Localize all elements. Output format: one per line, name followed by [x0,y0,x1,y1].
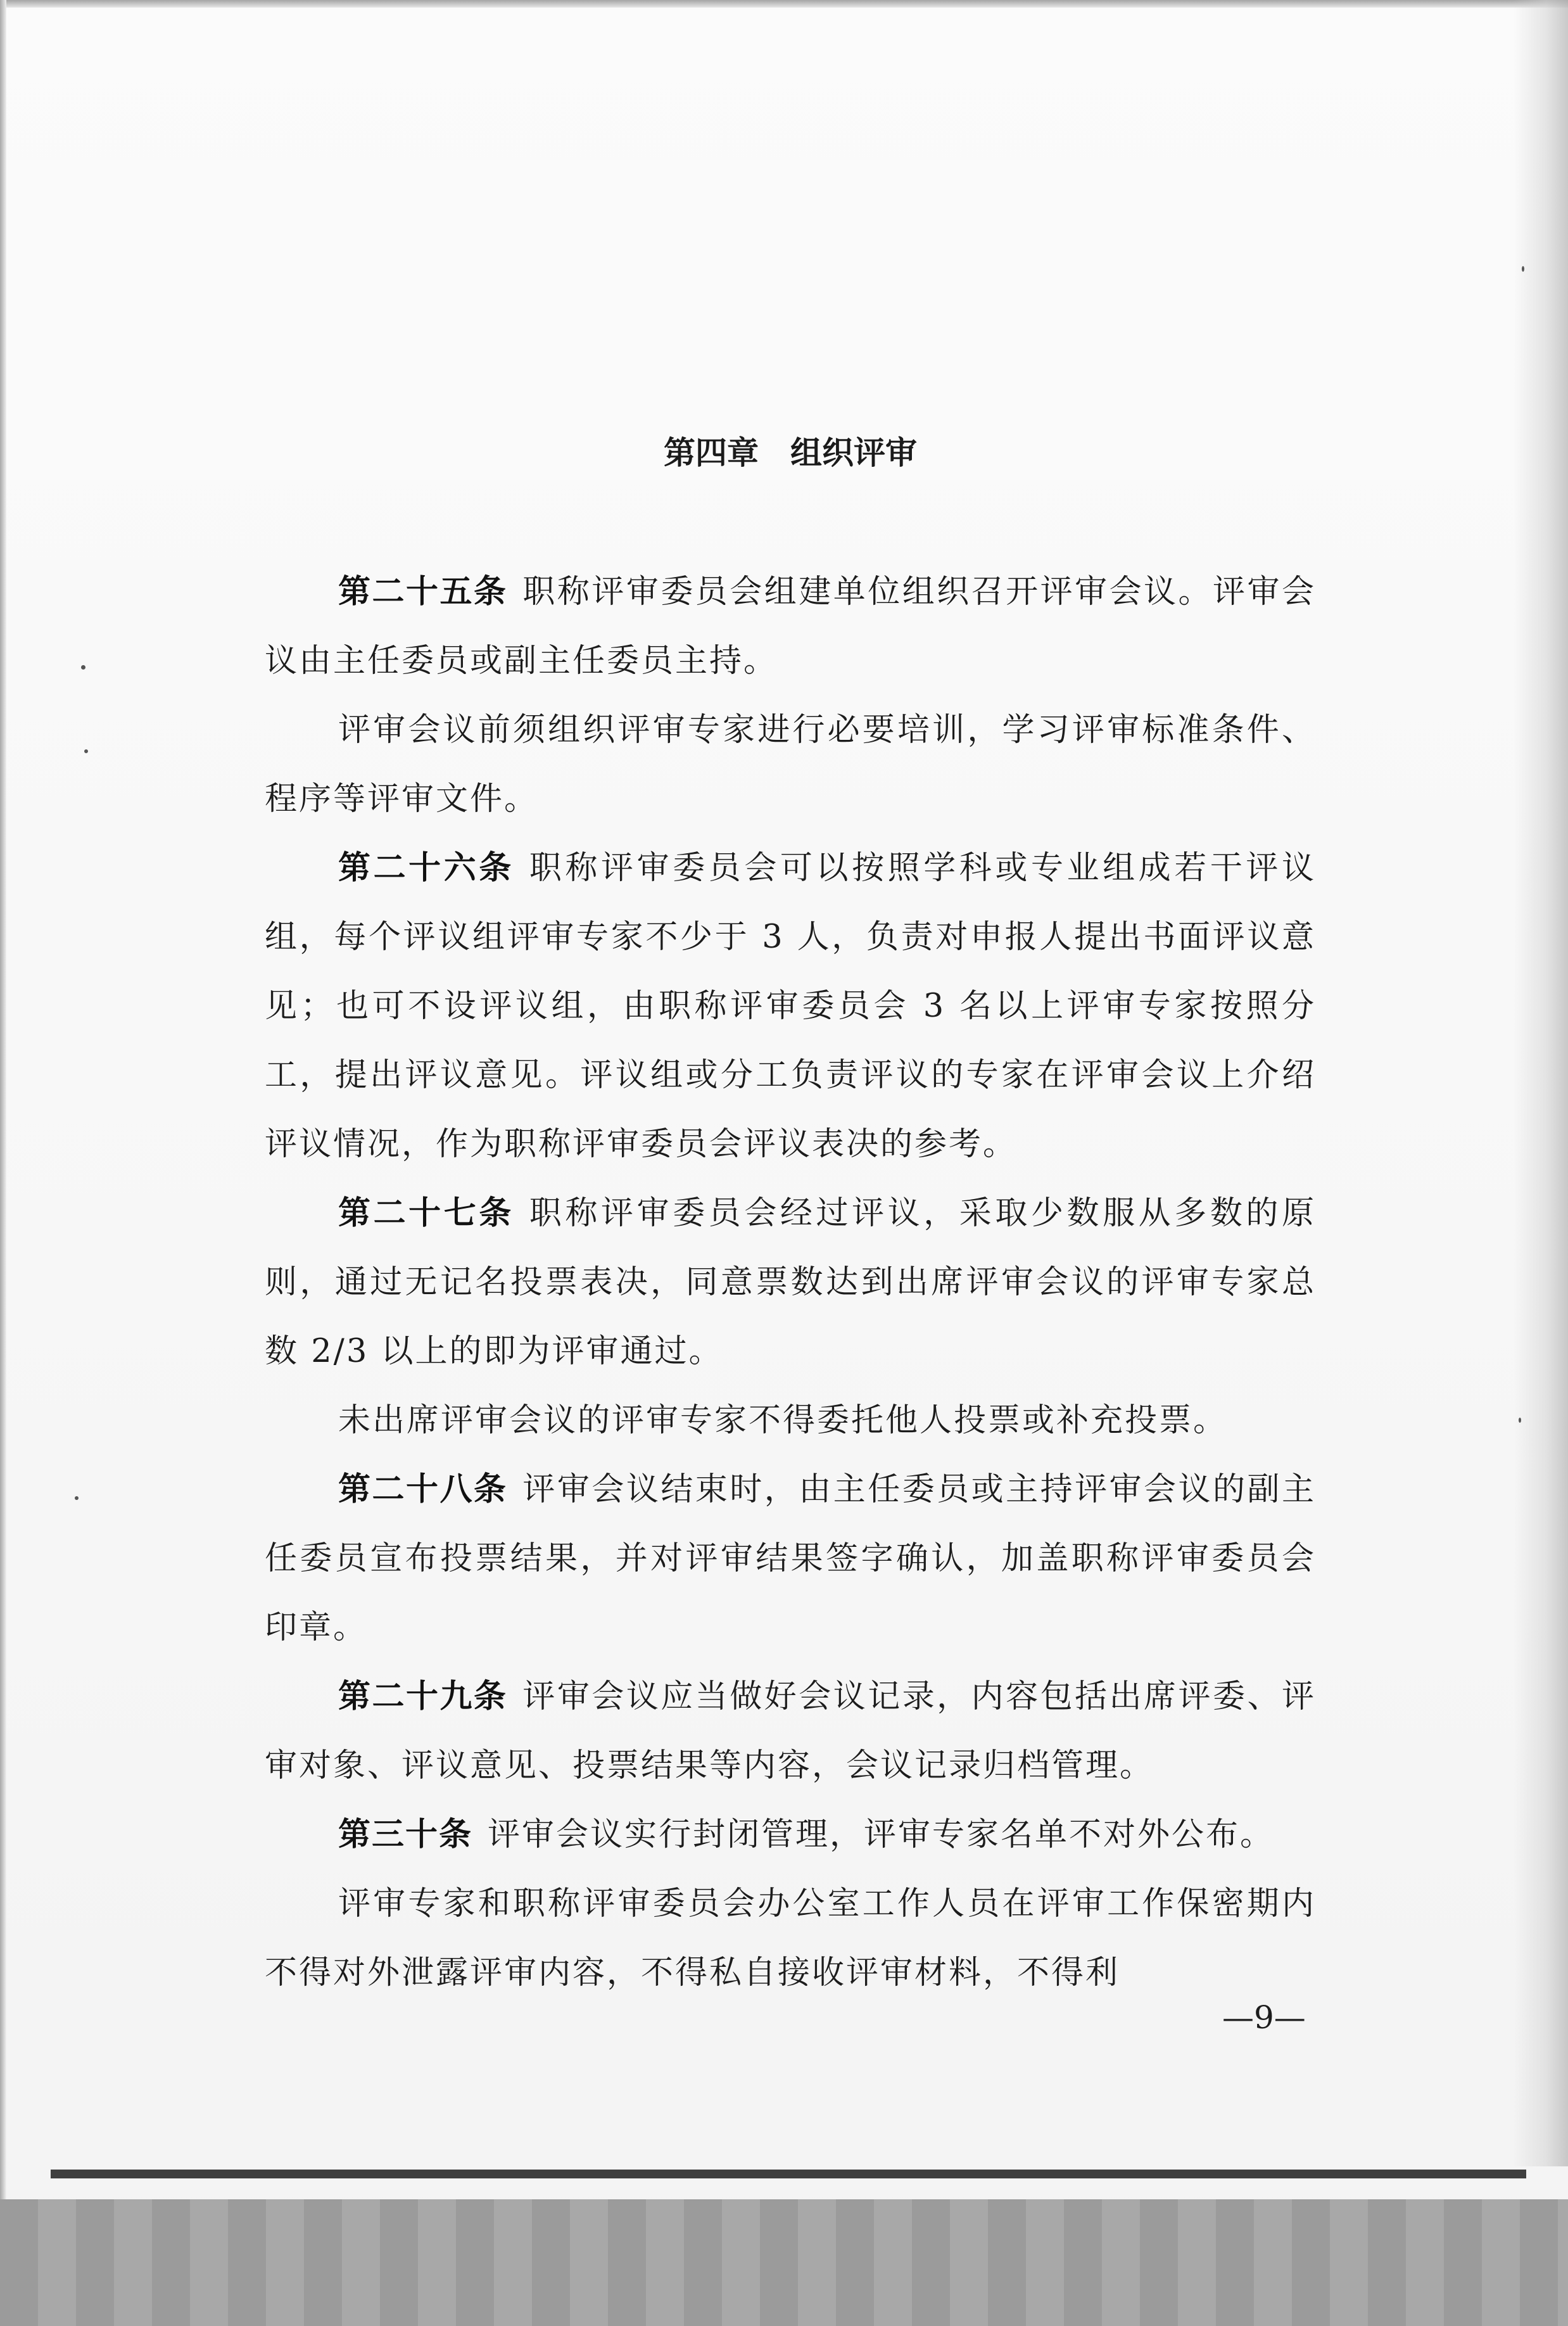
paragraph-text: 职称评审委员会经过评议，采取少数服从多数的原则，通过无记名投票表决，同意票数达到出席评审会议的评审专家总数 2/3 以上的即为评审通过。 [265,1195,1316,1370]
article-number: 第三十条 [338,1816,473,1853]
article-number: 第二十六条 [338,849,514,887]
scan-edge-right-shadow [1514,0,1568,2166]
paragraph-text: 评审会议应当做好会议记录，内容包括出席评委、评审对象、评议意见、投票结果等内容，会议记录归档管理。 [265,1678,1316,1784]
paragraph-art30-cont [265,1869,1316,2007]
paragraph-text: 评审会议前须组织评审专家进行必要培训，学习评审标准条件、程序等评审文件。 [265,711,1316,818]
paragraph-art29 [265,1662,1316,1800]
paragraph-text: 评审专家和职称评审委员会办公室工作人员在评审工作保密期内不得对外泄露评审内容，不得私自接收评审材料，不得利 [265,1885,1316,1992]
scan-speck [1519,1418,1521,1423]
scan-speck [75,1496,79,1500]
scanner-bed-background [0,2199,1568,2326]
paragraph-art25 [265,557,1316,696]
paragraph-text: 职称评审委员会可以按照学科或专业组成若干评议组，每个评议组评审专家不少于 3 人，负责对申报人提出书面评议意见；也可不设评议组，由职称评审委员会 3 名以上评审专家按照分工，提出评议意见。评议组或分工负责评议的专家在评审会议上介绍评议情况，作为职称评审委员会评议表决的参考。 [265,849,1316,1163]
page-number: —9— [1222,1999,1306,2036]
paragraph-art25-cont [265,696,1316,834]
paragraph-art27 [265,1179,1316,1386]
bottom-rule [51,2170,1526,2178]
paragraph-art27-cont [265,1386,1316,1455]
article-body [265,557,1316,2007]
scan-speck [1522,266,1524,272]
scan-speck [81,665,85,670]
paragraph-art26 [265,834,1316,1179]
scan-edge-left [0,0,6,2326]
chapter-title: 第四章 组织评审 [664,435,917,471]
paragraph-text: 评审会议结束时，由主任委员或主持评审会议的副主任委员宣布投票结果，并对评审结果签字确认，加盖职称评审委员会印章。 [265,1471,1316,1646]
paragraph-text: 评审会议实行封闭管理，评审专家名单不对外公布。 [488,1816,1275,1853]
paragraph-art28 [265,1455,1316,1662]
paragraph-art30 [265,1800,1316,1869]
scan-speck [84,749,88,753]
scan-edge-top [0,0,1568,8]
article-number: 第二十七条 [338,1195,514,1232]
article-number: 第二十五条 [338,573,508,611]
article-number: 第二十九条 [338,1678,508,1715]
paragraph-text: 未出席评审会议的评审专家不得委托他人投票或补充投票。 [338,1402,1228,1439]
article-number: 第二十八条 [338,1471,508,1508]
paragraph-text: 职称评审委员会组建单位组织召开评审会议。评审会议由主任委员或副主任委员主持。 [265,573,1316,680]
